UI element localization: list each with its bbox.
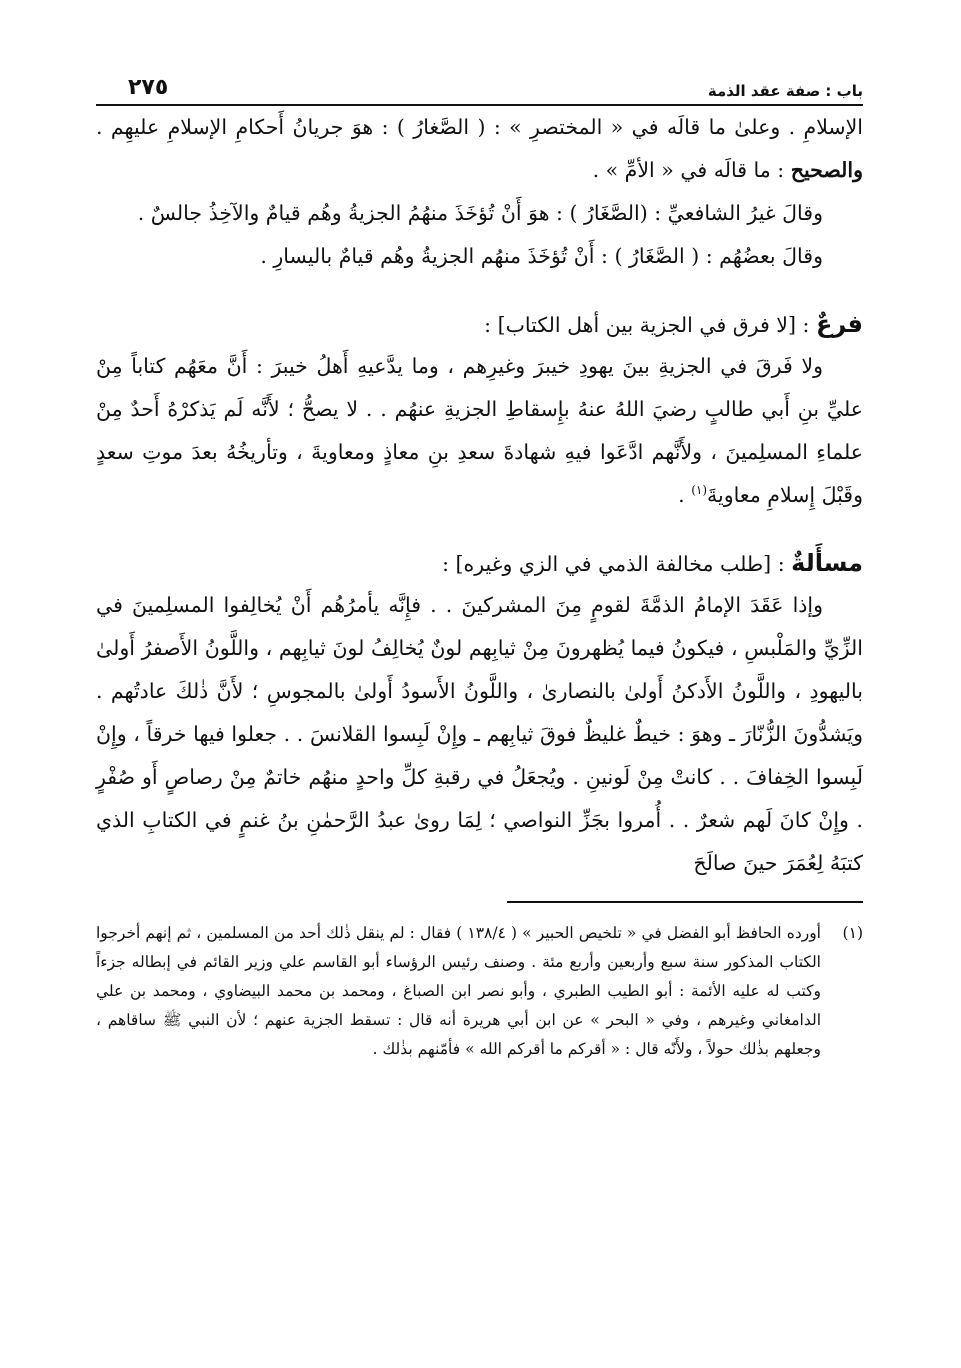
running-header [96,66,863,106]
paragraph-text: الإسلامِ . وعلىٰ ما قالَه في « المختصرِ » : ( الصَّغارُ ) : هوَ جريانُ أَحكامِ الإسلامِ عليهِم . [96,115,863,139]
section-heading-far [96,304,863,345]
book-page [96,66,863,1064]
paragraph-non-shafii-view: وقالَ غيرُ الشافعيِّ : (الصَّغَارُ ) : هوَ أَنْ تُؤخَذَ منهُمُ الجزيةُ وهُم قيامٌ والآخِذُ جالسٌ . [137,201,823,225]
heading-keyword: فرعٌ [815,310,863,338]
footnote-reference[interactable]: (١) [691,483,708,498]
paragraph-sighar-definitions [96,106,863,192]
heading-subject: : [لا فرق في الجزية بين أهل الكتاب] : [484,313,810,337]
chapter-title: باب : صفة عقد الذمة [707,82,863,100]
main-text [96,106,863,885]
page-number: ٢٧٥ [128,75,169,100]
footnote-marker: (١) [842,924,863,942]
paragraph-text: ولا فَرقَ في الجزيةِ بينَ يهودِ خيبرَ وغيرِهم ، وما يدَّعيهِ أَهلُ خيبرَ : أَنَّ معَهُم كتاباً مِنْ عليِّ بنِ أَبي طالبٍ رضيَ اللهُ عنهُ بإِسقاطِ الجزيةِ عنهُم . . لا يصحُّ ؛ لأَنَّه لَم يَذكرْهُ أَحدٌ مِنْ علماءِ المسلِمينَ ، ولأَنَّهم ادَّعَوا فيهِ شهادةَ سعدِ بنِ معاذٍ ومعاويةَ ، وتأريخُهُ بعدَ موتِ سعدٍ وقَبْلَ إِسلامِ معاويةَ [96,354,863,507]
section-heading-masala [96,543,863,584]
heading-subject: : [طلب مخالفة الذمي في الزي وغيره] : [442,552,785,576]
paragraph-other-view: وقالَ بعضُهُم : ( الصَّغَارُ ) : أَنْ تُؤخَذَ منهُم الجزيةُ وهُم قيامٌ باليسارِ . [260,244,823,268]
footnote-text: أورده الحافظ أبو الفضل في « تلخيص الحبير » ( ١٣٨/٤ ) فقال : لم ينقل ذٰلك أحد من المسلمين ، ثم إنهم أخرجوا الكتاب المذكور سنة سبع وأربعين وأربع مئة . وصنف رئيس الرؤساء أبو القاسم علي وزير القائم في إبطاله جزءاً وكتب له عليه الأئمة : أبو الطيب الطبري ، وأبو نصر ابن الصباغ ، ومحمد بن محمد البيضاوي ، ومحمد بن علي الدامغاني وغيرهم ، وفي « البحر » عن ابن أبي هريرة أنه قال : تسقط الجزية عنهم ؛ لأن النبي ﷺ ساقاهم ، وجعلهم بذٰلك حولاً ، ولأَنّه قال : « أقركم ما أقركم الله » فأمّنهم بذٰلك . [96,924,821,1058]
heading-keyword: مسأَلةٌ [791,549,863,577]
paragraph-text-end: . [678,483,692,507]
bold-term-sahih: والصحيح [790,158,863,182]
footnote-separator [507,901,863,903]
paragraph-dress-code: وإذا عَقَدَ الإمامُ الذمَّةَ لقومٍ مِنَ المشركينَ . . فإِنَّه يأمرُهُم أَنْ يُخالِفوا المسلِمينَ في الزِّيِّ والمَلْبسِ ، فيكونُ فيما يُظهرونَ مِنْ ثيابِهم لونٌ يُخالِفُ لونَ ثيابِهم ، واللَّونُ الأَصفرُ أَولىٰ باليهودِ ، واللَّونُ الأَدكنُ أَولىٰ بالنصارىٰ ، واللَّونُ الأَسودُ أَولىٰ بالمجوسِ ؛ لأَنَّ ذٰلكَ عادتُهم . ويَشدُّونَ الزُّنّارَ ـ وهوَ : خيطٌ غليظٌ فوقَ ثيابِهم ـ وإِنْ لَبِسوا القلانسَ . . جعلوا فيها خرقاً ، وإِنْ لَبِسوا الخِفافَ . . كانتْ مِنْ لَونينِ . ويُجعَلُ في رقبةِ كلِّ واحدٍ منهُم خاتمٌ مِنْ رصاصٍ أَو صُفْرٍ . وإِنْ كانَ لَهم شعرٌ . . أُمروا بجَزِّ النواصي ؛ لِمَا روىٰ عبدُ الرَّحمٰنِ بنُ غنمٍ في الكتابِ الذي كتبَهُ لِعُمَرَ حينَ صالَحَ [96,593,863,875]
paragraph-text-end: : ما قالَه في « الأمِّ » . [592,158,785,182]
footnote [96,919,863,1064]
paragraph-khaybar [96,345,863,517]
